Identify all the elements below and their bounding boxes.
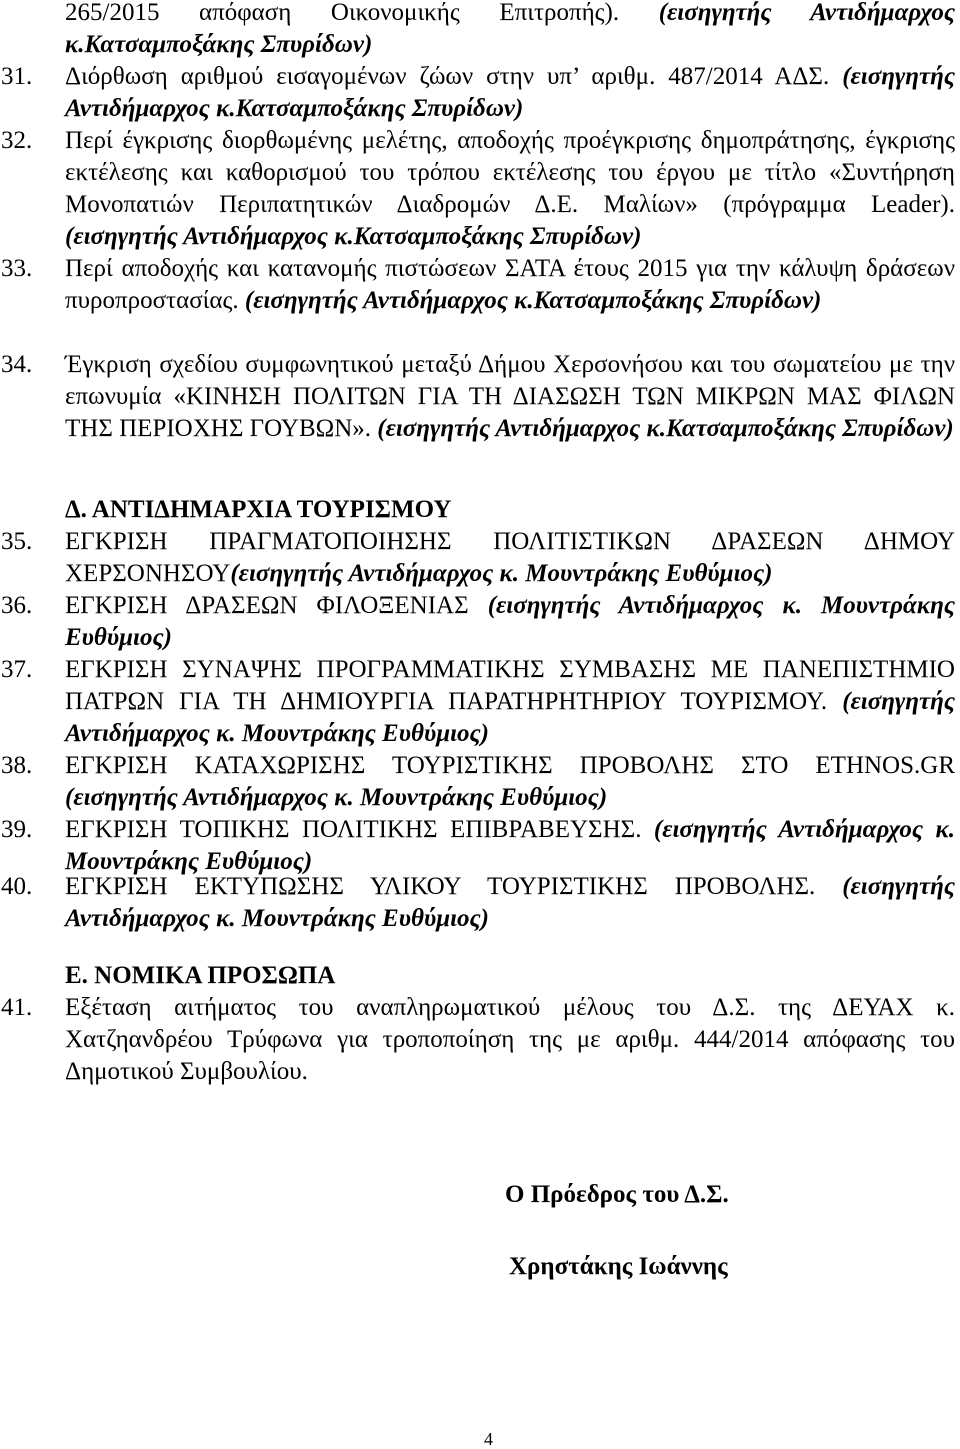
agenda-item	[1, 125, 955, 253]
rapporteur: (εισηγητής Αντιδήμαρχος κ.Κατσαμποξάκης Σπυρίδων)	[65, 0, 956, 58]
item-text: Περί έγκρισης διορθωμένης μελέτης, αποδοχής προέγκρισης δημοπράτησης, έγκρισης εκτέλεσης και καθορισμού του τρόπου εκτέλεσης του έργου με τίτλο «Συντήρηση Μονοπατιών Περιπατητικών Διαδρομών Δ.Ε. Μαλίων» (πρόγραμμα Leader).	[65, 127, 955, 218]
item-text: ΕΓΚΡΙΣΗ ΚΑΤΑΧΩΡΙΣΗΣ ΤΟΥΡΙΣΤΙΚΗΣ ΠΡΟΒΟΛΗΣ ΣΤΟ ETHNOS.GR	[65, 752, 955, 779]
agenda-item	[1, 349, 955, 445]
item-text: 265/2015 απόφαση Οικονομικής Επιτροπής).	[65, 0, 659, 26]
agenda-item	[1, 871, 955, 935]
item-text: Διόρθωση αριθμού εισαγομένων ζώων στην υπ’ αριθμ. 487/2014 ΑΔΣ.	[65, 63, 843, 90]
rapporteur: (εισηγητής Αντιδήμαρχος κ.Κατσαμποξάκης Σπυρίδων)	[65, 223, 642, 250]
agenda-item	[1, 61, 955, 125]
item-text: ΕΓΚΡΙΣΗ ΔΡΑΣΕΩΝ ΦΙΛΟΞΕΝΙΑΣ	[65, 592, 488, 619]
item-number: 40.	[1, 873, 33, 900]
rapporteur: (εισηγητής Αντιδήμαρχος κ. Μουντράκης Ευθύμιος)	[230, 560, 773, 587]
item-number: 31.	[1, 63, 33, 90]
page-number: 4	[484, 1429, 493, 1449]
section-heading: Δ. ΑΝΤΙΔΗΜΑΡΧΙΑ ΤΟΥΡΙΣΜΟΥ	[65, 496, 452, 523]
item-number: 38.	[1, 752, 33, 779]
item-text: ΕΓΚΡΙΣΗ ΣΥΝΑΨΗΣ ΠΡΟΓΡΑΜΜΑΤΙΚΗΣ ΣΥΜΒΑΣΗΣ ΜΕ ΠΑΝΕΠΙΣΤΗΜΙΟ ΠΑΤΡΩΝ ΓΙΑ ΤΗ ΔΗΜΙΟΥΡΓΙΑ ΠΑΡΑΤΗΡΗΤΗΡΙΟΥ ΤΟΥΡΙΣΜΟΥ.	[65, 656, 955, 715]
rapporteur: (εισηγητής Αντιδήμαρχος κ.Κατσαμποξάκης Σπυρίδων)	[377, 415, 954, 442]
rapporteur: (εισηγητής Αντιδήμαρχος κ. Μουντράκης Ευθύμιος)	[65, 816, 955, 875]
item-number: 35.	[1, 528, 33, 555]
agenda-item	[65, 0, 955, 61]
item-number: 41.	[1, 994, 33, 1021]
item-text: Εξέταση αιτήματος του αναπληρωματικού μέλους του Δ.Σ. της ΔΕΥΑΧ κ. Χατζηανδρέου Τρύφωνα για τροποποίηση της με αριθμ. 444/2014 απόφασης του Δημοτικού Συμβουλίου.	[65, 994, 955, 1085]
rapporteur: (εισηγητής Αντιδήμαρχος κ. Μουντράκης Ευθύμιος)	[65, 784, 608, 811]
agenda-item	[1, 590, 956, 654]
item-number: 34.	[1, 351, 33, 378]
item-number: 32.	[1, 127, 33, 154]
signature-title: Ο Πρόεδρος του Δ.Σ.	[505, 1181, 729, 1208]
agenda-item	[1, 253, 955, 317]
item-text: ΕΓΚΡΙΣΗ ΤΟΠΙΚΗΣ ΠΟΛΙΤΙΚΗΣ ΕΠΙΒΡΑΒΕΥΣΗΣ.	[65, 816, 654, 843]
signature-name: Χρηστάκης Ιωάννης	[509, 1253, 728, 1280]
section-heading: Ε. ΝΟΜΙΚΑ ΠΡΟΣΩΠΑ	[65, 962, 336, 989]
item-text: ΕΓΚΡΙΣΗ ΕΚΤΥΠΩΣΗΣ ΥΛΙΚΟΥ ΤΟΥΡΙΣΤΙΚΗΣ ΠΡΟΒΟΛΗΣ.	[65, 873, 843, 900]
rapporteur: (εισηγητής Αντιδήμαρχος κ.Κατσαμποξάκης Σπυρίδων)	[244, 287, 822, 314]
item-text: Περί αποδοχής και κατανομής πιστώσεων ΣΑΤΑ έτους 2015 για την κάλυψη δράσεων πυροπροστασίας.	[65, 255, 955, 314]
item-number: 37.	[1, 656, 33, 683]
item-text: Έγκριση σχεδίου συμφωνητικού μεταξύ Δήμου Χερσονήσου και του σωματείου με την επωνυμία «ΚΙΝΗΣΗ ΠΟΛΙΤΩΝ ΓΙΑ ΤΗ ΔΙΑΣΩΣΗ ΤΩΝ ΜΙΚΡΩΝ ΜΑΣ ΦΙΛΩΝ ΤΗΣ ΠΕΡΙΟΧΗΣ ΓΟΥΒΩΝ».	[65, 351, 955, 442]
agenda-item	[1, 750, 955, 814]
rapporteur: (εισηγητής Αντιδήμαρχος κ. Μουντράκης Ευθύμιος)	[65, 688, 955, 747]
item-number: 33.	[1, 255, 33, 282]
item-number: 39.	[1, 816, 33, 843]
agenda-item	[1, 654, 955, 750]
rapporteur: (εισηγητής Αντιδήμαρχος κ. Μουντράκης Ευθύμιος)	[65, 873, 955, 932]
rapporteur: (εισηγητής Αντιδήμαρχος κ.Κατσαμποξάκης Σπυρίδων)	[65, 63, 955, 122]
agenda-item	[1, 526, 955, 590]
agenda-item	[1, 992, 955, 1088]
item-text: ΕΓΚΡΙΣΗ ΠΡΑΓΜΑΤΟΠΟΙΗΣΗΣ ΠΟΛΙΤΙΣΤΙΚΩΝ ΔΡΑΣΕΩΝ ΔΗΜΟΥ ΧΕΡΣΟΝΗΣΟΥ	[65, 528, 955, 587]
rapporteur: (εισηγητής Αντιδήμαρχος κ. Μουντράκης Ευθύμιος)	[65, 592, 956, 651]
agenda-item	[1, 814, 955, 878]
item-number: 36.	[1, 592, 33, 619]
